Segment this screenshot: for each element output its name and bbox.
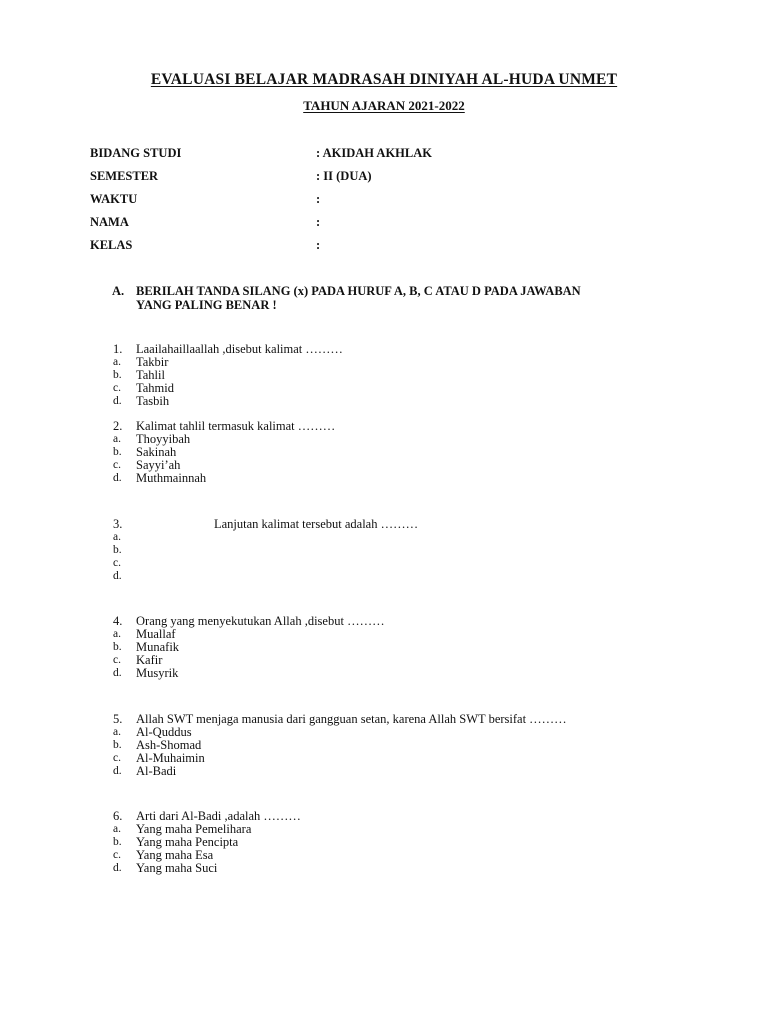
- question-text: Kalimat tahlil termasuk kalimat ………: [136, 419, 336, 433]
- option-letter: d.: [113, 765, 122, 777]
- question-number: 4.: [113, 614, 123, 628]
- option-letter: a.: [113, 726, 121, 738]
- info-row-semester: [90, 169, 690, 187]
- instruction-line: YANG PALING BENAR !: [136, 298, 277, 312]
- option-letter: c.: [113, 459, 121, 471]
- option-letter: d.: [113, 862, 122, 874]
- option-letter: d.: [113, 570, 122, 582]
- option-letter: c.: [113, 849, 121, 861]
- option-letter: b.: [113, 641, 122, 653]
- option-text: Al-Quddus: [136, 725, 192, 739]
- option-item: [0, 369, 768, 382]
- question-text: Arti dari Al-Badi ,adalah ………: [136, 809, 301, 823]
- option-item: [0, 382, 768, 395]
- info-row-class: [90, 238, 690, 256]
- question-item: [0, 810, 768, 823]
- option-item: [0, 641, 768, 654]
- option-text: Tahlil: [136, 368, 165, 382]
- option-text: Muallaf: [136, 627, 176, 641]
- option-text: Yang maha Pencipta: [136, 835, 239, 849]
- option-item: [0, 531, 768, 544]
- academic-year: TAHUN AJARAN 2021-2022: [303, 98, 465, 113]
- option-item: [0, 836, 768, 849]
- info-value: : AKIDAH AKHLAK: [316, 146, 432, 160]
- option-text: Thoyyibah: [136, 432, 191, 446]
- option-item: [0, 557, 768, 570]
- option-text: Tasbih: [136, 394, 170, 408]
- question-number: 5.: [113, 712, 123, 726]
- info-label: BIDANG STUDI: [90, 146, 182, 160]
- option-letter: a.: [113, 531, 121, 543]
- option-letter: b.: [113, 369, 122, 381]
- option-item: [0, 862, 768, 875]
- question-number: 6.: [113, 809, 123, 823]
- option-item: [0, 823, 768, 836]
- info-value: :: [316, 192, 321, 206]
- option-letter: d.: [113, 472, 122, 484]
- option-item: [0, 765, 768, 778]
- info-row-time: [90, 192, 690, 210]
- question-item: [0, 518, 768, 531]
- option-letter: a.: [113, 628, 121, 640]
- option-letter: c.: [113, 752, 121, 764]
- option-text: Musyrik: [136, 666, 179, 680]
- option-item: [0, 459, 768, 472]
- question-item: [0, 615, 768, 628]
- option-letter: c.: [113, 557, 121, 569]
- option-letter: b.: [113, 544, 122, 556]
- instruction-line: BERILAH TANDA SILANG (x) PADA HURUF A, B, C ATAU D PADA JAWABAN: [136, 284, 581, 298]
- option-item: [0, 726, 768, 739]
- option-text: Sayyi’ah: [136, 458, 181, 472]
- option-letter: b.: [113, 446, 122, 458]
- question-text: Orang yang menyekutukan Allah ,disebut ………: [136, 614, 385, 628]
- option-letter: c.: [113, 654, 121, 666]
- option-text: Muthmainnah: [136, 471, 207, 485]
- question-text: Laailahaillaallah ,disebut kalimat ………: [136, 342, 343, 356]
- info-label: SEMESTER: [90, 169, 159, 183]
- option-item: [0, 472, 768, 485]
- option-text: Kafir: [136, 653, 163, 667]
- option-letter: a.: [113, 356, 121, 368]
- option-item: [0, 849, 768, 862]
- option-item: [0, 570, 768, 583]
- info-value: : II (DUA): [316, 169, 372, 183]
- option-item: [0, 356, 768, 369]
- info-row-subject: [90, 146, 690, 164]
- info-row-name: [90, 215, 690, 233]
- question-item: [0, 713, 768, 726]
- question-item: [0, 343, 768, 356]
- info-value: :: [316, 215, 321, 229]
- info-label: KELAS: [90, 238, 133, 252]
- option-text: Yang maha Suci: [136, 861, 218, 875]
- info-value: :: [316, 238, 321, 252]
- option-text: Munafik: [136, 640, 180, 654]
- option-item: [0, 433, 768, 446]
- option-item: [0, 667, 768, 680]
- info-label: NAMA: [90, 215, 129, 229]
- option-text: Al-Muhaimin: [136, 751, 205, 765]
- option-letter: b.: [113, 836, 122, 848]
- option-item: [0, 654, 768, 667]
- question-number: 3.: [113, 517, 123, 531]
- option-item: [0, 544, 768, 557]
- option-text: Tahmid: [136, 381, 175, 395]
- question-text: Allah SWT menjaga manusia dari gangguan setan, karena Allah SWT bersifat ………: [136, 712, 567, 726]
- question-text: Lanjutan kalimat tersebut adalah ………: [214, 517, 419, 531]
- option-text: Yang maha Esa: [136, 848, 214, 862]
- option-letter: a.: [113, 433, 121, 445]
- question-number: 1.: [113, 342, 123, 356]
- section-letter: A.: [112, 284, 125, 298]
- exam-title: EVALUASI BELAJAR MADRASAH DINIYAH AL-HUDA UNMET: [150, 71, 618, 88]
- option-letter: d.: [113, 667, 122, 679]
- option-text: Ash-Shomad: [136, 738, 202, 752]
- option-letter: c.: [113, 382, 121, 394]
- option-text: Takbir: [136, 355, 169, 369]
- info-label: WAKTU: [90, 192, 138, 206]
- option-text: Al-Badi: [136, 764, 177, 778]
- question-item: [0, 420, 768, 433]
- option-letter: d.: [113, 395, 122, 407]
- option-text: Sakinah: [136, 445, 177, 459]
- option-item: [0, 752, 768, 765]
- option-item: [0, 446, 768, 459]
- question-number: 2.: [113, 419, 123, 433]
- option-item: [0, 395, 768, 408]
- option-item: [0, 739, 768, 752]
- option-item: [0, 628, 768, 641]
- option-letter: a.: [113, 823, 121, 835]
- option-text: Yang maha Pemelihara: [136, 822, 252, 836]
- option-letter: b.: [113, 739, 122, 751]
